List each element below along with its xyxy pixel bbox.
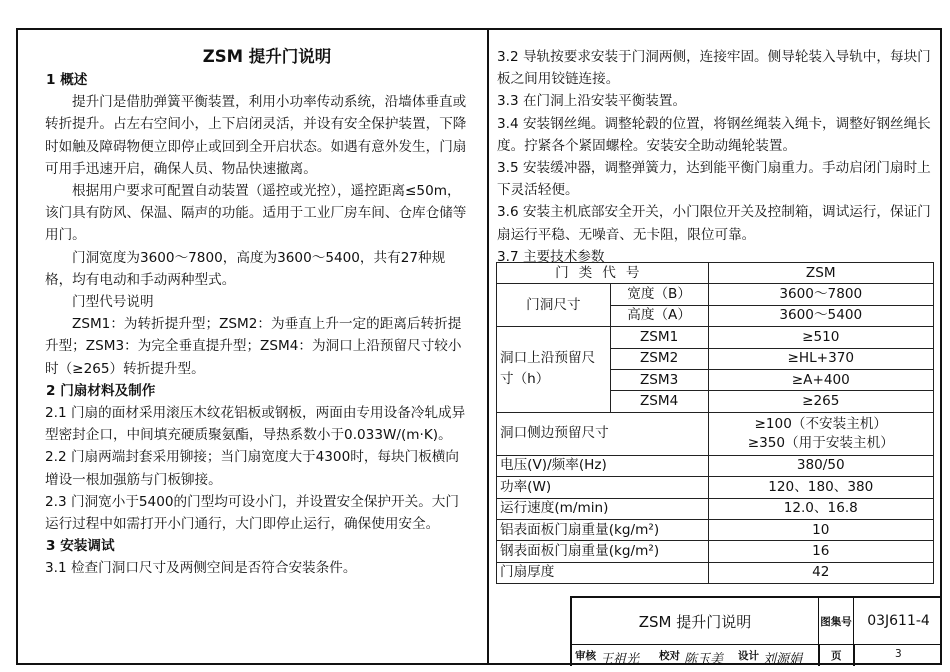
left-column bbox=[45, 46, 469, 580]
table-row bbox=[497, 263, 934, 284]
type-code-heading: 门型代号说明 bbox=[72, 294, 154, 311]
column-divider bbox=[487, 28, 489, 665]
review-label: 审核 bbox=[575, 650, 596, 662]
section-2-heading: 2 门扇材料及制作 bbox=[46, 382, 156, 399]
check-label: 校对 bbox=[659, 650, 680, 662]
table-row bbox=[497, 519, 934, 540]
speed-value: 12.0、16.8 bbox=[708, 498, 933, 519]
power-label: 功率(W) bbox=[497, 477, 709, 498]
speed-label: 运行速度(m/min) bbox=[497, 498, 709, 519]
zsm1-value: ≥510 bbox=[708, 327, 933, 348]
opening-size-label: 门洞尺寸 bbox=[497, 284, 611, 327]
clause-3-6: 3.6 安装主机底部安全开关，小门限位开关及控制箱，调试运行，保证门扇运行平稳、无噪音、无卡阻，限位可靠。 bbox=[497, 204, 931, 243]
automation-paragraph: 根据用户要求可配置自动装置（遥控或光控），遥控距离≤50m，该门具有防风、保温、隔声的功能。适用于工业厂房车间、仓库仓储等用门。 bbox=[45, 183, 467, 244]
width-value: 3600～7800 bbox=[708, 284, 933, 305]
technical-parameters-table bbox=[496, 262, 934, 584]
title-block-signature-row bbox=[572, 645, 942, 666]
size-paragraph: 门洞宽度为3600～7800，高度为3600～5400，共有27种规格，均有电动和手动两种型式。 bbox=[45, 249, 446, 288]
title-block-divider bbox=[818, 645, 820, 666]
power-value: 120、180、380 bbox=[708, 477, 933, 498]
table-row bbox=[497, 477, 934, 498]
clause-2-3: 2.3 门洞宽小于5400的门型均可设小门，并设置安全保护开关。大门运行过程中如需打开小门通行，大门即停止运行，确保使用安全。 bbox=[45, 493, 459, 533]
design-signature: 刘源娟 bbox=[763, 652, 803, 667]
page-title: ZSM 提升门说明 bbox=[202, 47, 332, 66]
review-signature: 王祖光 bbox=[600, 652, 640, 667]
table-header-label: 门类代号 bbox=[497, 263, 709, 284]
side-reserve-value-2: ≥350（用于安装主机） bbox=[747, 434, 894, 451]
clause-3-7: 3.7 主要技术参数 bbox=[497, 248, 605, 265]
zsm4-label: ZSM4 bbox=[610, 391, 708, 412]
drawing-name: ZSM 提升门说明 bbox=[572, 598, 819, 644]
zsm3-label: ZSM3 bbox=[610, 369, 708, 390]
zsm1-label: ZSM1 bbox=[610, 327, 708, 348]
section-1-heading: 1 概述 bbox=[46, 72, 88, 88]
section-3-heading: 3 安装调试 bbox=[46, 538, 115, 555]
side-reserve-label: 洞口侧边预留尺寸 bbox=[497, 412, 709, 455]
clause-3-4: 3.4 安装钢丝绳。调整轮毂的位置，将钢丝绳装入绳卡，调整好钢丝绳长度。拧紧各个紧固螺栓。安装安全助动绳轮装置。 bbox=[497, 115, 931, 154]
title-block bbox=[570, 596, 942, 666]
page-label: 页 bbox=[831, 650, 842, 662]
title-block-divider bbox=[853, 645, 855, 666]
page-number: 3 bbox=[895, 648, 902, 660]
height-value: 3600～5400 bbox=[708, 305, 933, 326]
aluminum-weight-value: 10 bbox=[708, 519, 933, 540]
check-signature: 陈玉美 bbox=[684, 652, 724, 667]
table-row bbox=[497, 455, 934, 476]
voltage-value: 380/50 bbox=[708, 455, 933, 476]
zsm2-label: ZSM2 bbox=[610, 348, 708, 369]
atlas-number: 03J611-4 bbox=[867, 613, 930, 629]
overview-paragraph: 提升门是借肋弹簧平衡装置，利用小功率传动系统，沿墙体垂直或转折提升。占左右空间小，上下启闭灵活，并设有安全保护装置，下降时如触及障碍物便立即停止或回到全开启状态。如遇有意外发生，门扇可用手迅速开启，确保人员、物品快速撤离。 bbox=[45, 94, 467, 177]
height-label: 高度（A） bbox=[610, 305, 708, 326]
title-block-top-row bbox=[572, 598, 942, 645]
zsm2-value: ≥HL+370 bbox=[708, 348, 933, 369]
table-row bbox=[497, 327, 934, 348]
table-row bbox=[497, 562, 934, 583]
zsm4-value: ≥265 bbox=[708, 391, 933, 412]
atlas-number-label: 图集号 bbox=[819, 598, 854, 644]
side-reserve-value-1: ≥100（不安装主机） bbox=[754, 415, 888, 432]
table-row bbox=[497, 498, 934, 519]
clause-3-1: 3.1 检查门洞口尺寸及两侧空间是否符合安装条件。 bbox=[45, 560, 357, 577]
voltage-label: 电压(V)/频率(Hz) bbox=[497, 455, 709, 476]
type-code-paragraph: ZSM1：为转折提升型；ZSM2：为垂直上升一定的距离后转折提升型；ZSM3：为完全垂直提升型；ZSM4：为洞口上沿预留尺寸较小时（≥265）转折提升型。 bbox=[45, 316, 462, 377]
table-row bbox=[497, 284, 934, 305]
steel-weight-label: 钢表面板门扇重量(kg/m²) bbox=[497, 541, 709, 562]
clause-3-3: 3.3 在门洞上沿安装平衡装置。 bbox=[497, 93, 687, 110]
clause-3-5: 3.5 安装缓冲器，调整弹簧力，达到能平衡门扇重力。手动启闭门扇时上下灵活轻便。 bbox=[497, 160, 931, 199]
thickness-value: 42 bbox=[708, 562, 933, 583]
top-reserve-label: 洞口上沿预留尺寸（h） bbox=[497, 327, 611, 413]
aluminum-weight-label: 铝表面板门扇重量(kg/m²) bbox=[497, 519, 709, 540]
design-label: 设计 bbox=[738, 650, 759, 662]
table-header-value: ZSM bbox=[708, 263, 933, 284]
zsm3-value: ≥A+400 bbox=[708, 369, 933, 390]
clause-2-2: 2.2 门扇两端封套采用铆接；当门扇宽度大于4300时，每块门板横向增设一根加强筋与门板铆接。 bbox=[45, 449, 459, 488]
table-row bbox=[497, 412, 934, 455]
clause-3-2: 3.2 导轨按要求安装于门洞两侧，连接牢固。侧导轮装入导轨中，每块门板之间用铰链连接。 bbox=[497, 49, 931, 88]
steel-weight-value: 16 bbox=[708, 541, 933, 562]
table-row bbox=[497, 541, 934, 562]
width-label: 宽度（B） bbox=[610, 284, 708, 305]
clause-2-1: 2.1 门扇的面材采用滚压木纹花铝板或钢板，两面由专用设备冷轧成异型密封企口，中间填充硬质聚氨酯，导热系数小于0.033W/(m·K)。 bbox=[45, 405, 466, 444]
thickness-label: 门扇厚度 bbox=[497, 562, 709, 583]
side-reserve-values bbox=[708, 412, 933, 455]
right-column bbox=[497, 46, 935, 268]
